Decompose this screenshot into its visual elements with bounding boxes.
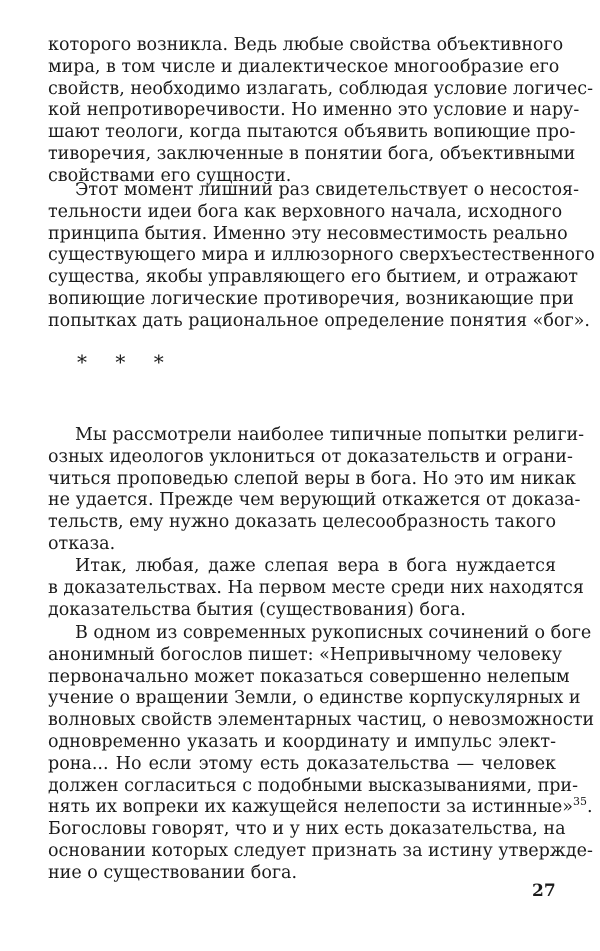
text-line: попытках дать рациональное определение понятия «бог». [48,310,590,331]
text-line: мира, в том числе и диалектическое многообразие его [48,56,560,77]
text-line: существующего мира и иллюзорного сверхъестественного [48,245,595,266]
text-line: не удается. Прежде чем верующий откажется от доказа- [48,490,581,511]
text-line: в доказательствах. На первом месте среди них находятся [48,577,584,598]
text-line: доказательства бытия (существования) бога. [48,599,466,620]
text-line: читься проповедью слепой веры в бога. Но это им никак [48,468,576,489]
text-line: тиворечия, заключенные в понятии бога, объективными [48,143,576,164]
text-line: существа, якобы управляющего его бытием, и отражают [48,267,578,288]
text-line: основании которых следует признать за истину утвержде- [48,840,593,861]
text-line: волновых свойств элементарных частиц, о невозможности [48,710,595,731]
text-line: нять их вопреки их кажущейся нелепости за истинные» [48,797,573,818]
text-line: которого возникла. Ведь любые свойства объективного [48,35,564,55]
text-line: тельности идеи бога как верховного начала, исходного [48,201,563,222]
paragraph-reviewed [48,425,585,556]
text-line: Этот момент лишний раз свидетельствует о несостоя- [75,180,580,200]
footnote-reference: 35 [572,795,587,809]
text-line: свойств, необходимо излагать, соблюдая условие логичес- [48,78,594,99]
paragraph-moment [48,180,595,333]
text-line: Итак, любая, даже слепая вера в бога нуждается [75,556,556,576]
text-line: ние о существовании бога. [48,862,298,883]
text-line: тельств, ему нужно доказать целесообразность такого [48,512,556,533]
text-line: Богословы говорят, что и у них есть доказательства, на [48,819,566,840]
page-number: 27 [532,881,556,901]
paragraph-so [48,556,584,621]
text-line: принципа бытия. Именно эту несовместимость реально [48,223,568,244]
section-separator: * * * [77,350,175,374]
text-line: одновременно указать и координату и импульс элект- [48,731,556,752]
text-line: отказа. [48,533,116,554]
text-line: шают теологи, когда пытаются объявить вопиющие про- [48,122,576,143]
text-line: должен согласиться с подобными высказываниями, при- [48,775,579,796]
text-line: озных идеологов уклониться от доказательств и ограни- [48,446,573,467]
paragraph-continuation [48,35,594,188]
text-line: свойствами его сущности. [48,165,292,186]
text-line: Мы рассмотрели наиболее типичные попытки религи- [75,425,585,445]
text-line: кой непротиворечивости. Но именно это условие и нару- [48,100,580,121]
text-line: анонимный богослов пишет: «Непривычному человеку [48,644,563,665]
text-line-with-footnote: нять их вопреки их кажущейся нелепости за истинные»$^{35}$. [48,795,593,818]
text-line: первоначально может показаться совершенно нелепым [48,666,570,687]
text-line: В одном из современных рукописных сочинений о боге [75,623,592,643]
text-line: вопиющие логические противоречия, возникающие при [48,288,574,309]
text-line: учение о вращении Земли, о единстве корпускулярных и [48,688,581,709]
paragraph-theologian [48,623,595,885]
text-line: рона... Но если этому есть доказательства — человек [48,753,556,774]
